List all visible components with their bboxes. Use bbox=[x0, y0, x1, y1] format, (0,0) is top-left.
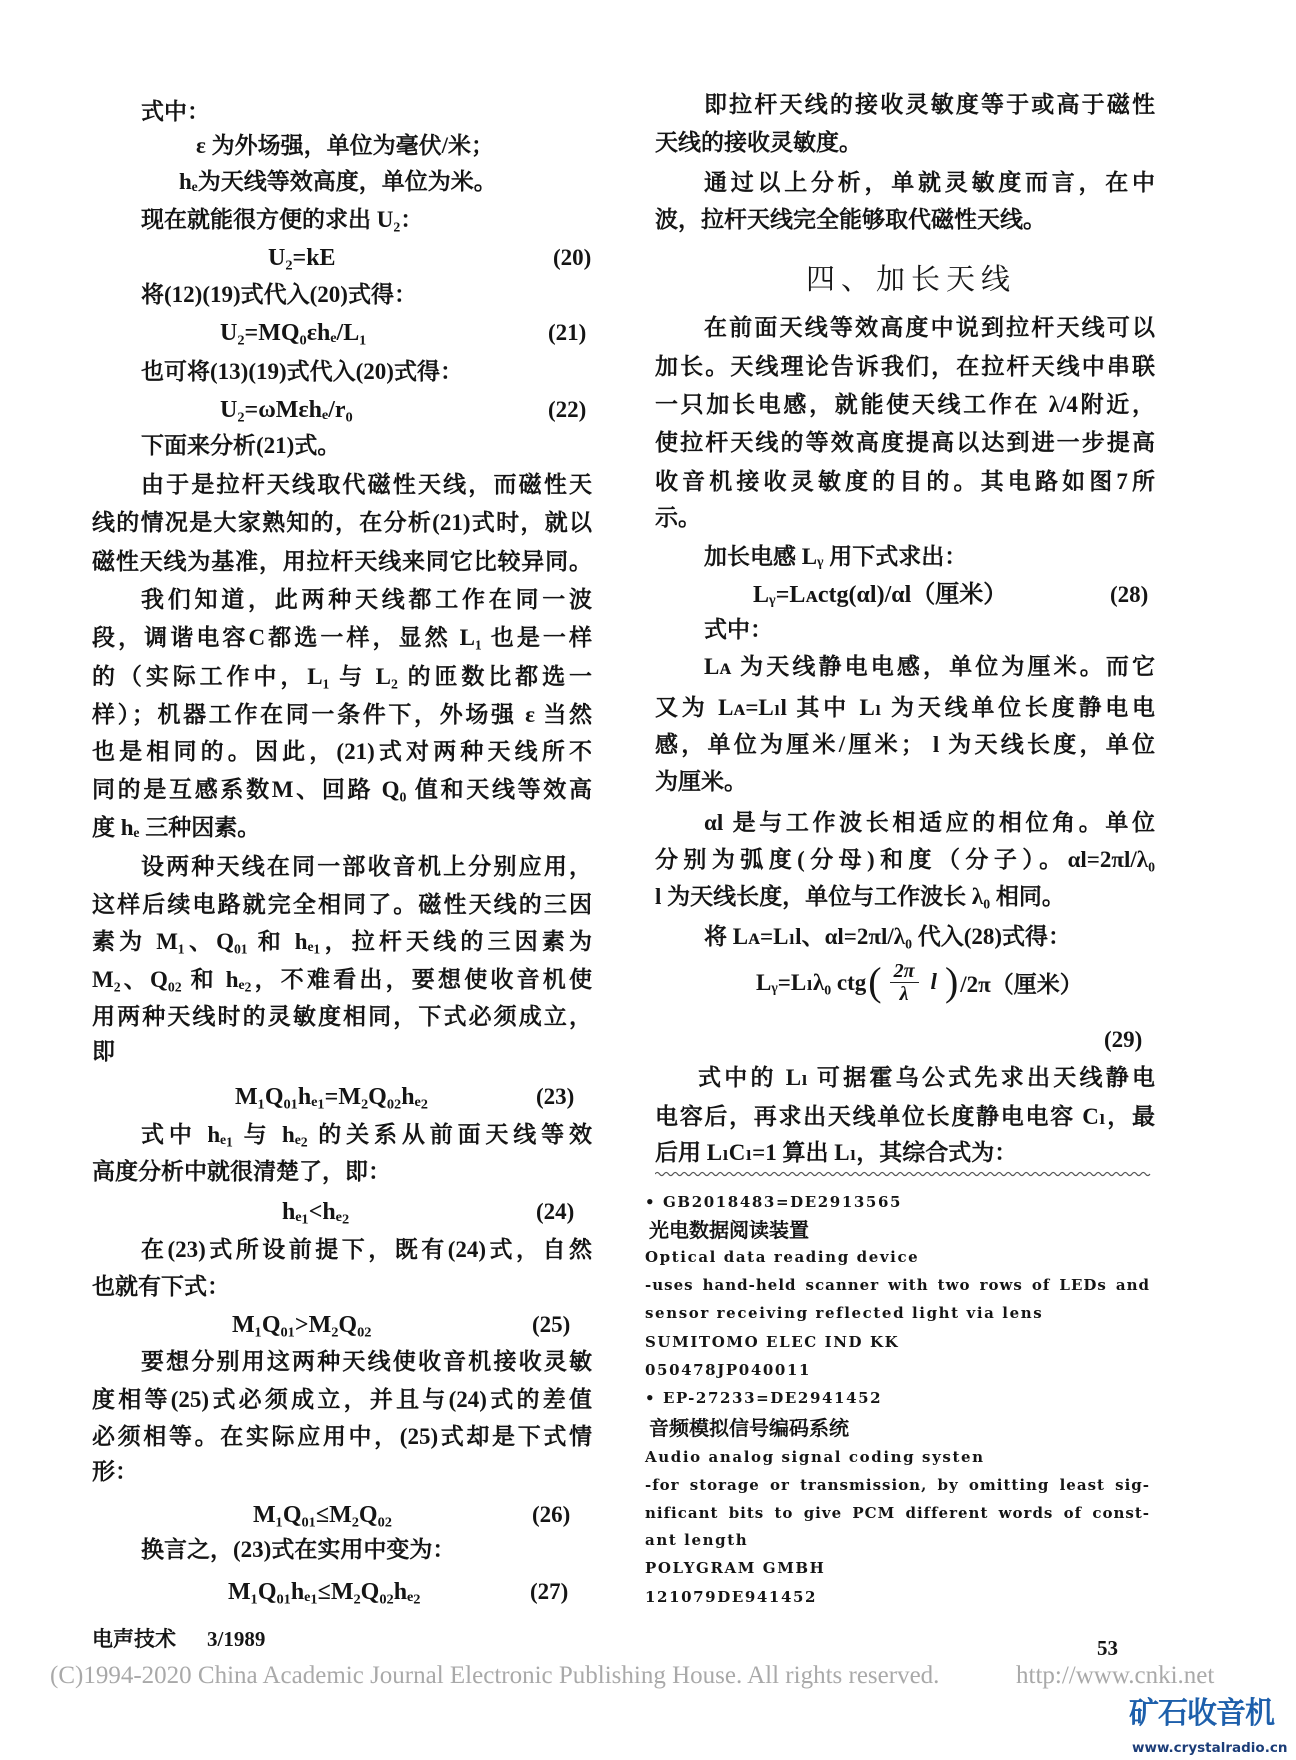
page-number: 53 bbox=[1097, 1636, 1118, 1660]
body-text-line: 高度分析中就很清楚了，即： bbox=[92, 1159, 391, 1184]
equation-number: (26) bbox=[532, 1502, 571, 1527]
copyright-notice: (C)1994-2020 China Academic Journal Electronic Publishing House. All rights reserved. bbox=[50, 1662, 940, 1689]
body-text-line: 度相等(25)式必须成立，并且与(24)式的差值 bbox=[92, 1387, 592, 1412]
body-text-line: 将(12)(19)式代入(20)式得： bbox=[141, 282, 417, 307]
paragraph-first-line: 换言之，(23)式在实用中变为： bbox=[141, 1537, 456, 1562]
body-text-line: 段，调谐电容C都选一样，显然 L₁ 也是一样 bbox=[92, 625, 592, 650]
equation-number: (24) bbox=[536, 1199, 575, 1224]
body-text-line: 磁性天线为基准，用拉杆天线来同它比较异同。 bbox=[92, 549, 592, 574]
open-paren: ( bbox=[868, 959, 882, 1004]
journal-issue: 3/1989 bbox=[207, 1627, 266, 1651]
paragraph-first-line: 加长电感 Lᵧ 用下式求出： bbox=[704, 544, 968, 569]
equation: U₂=MQ₀εhₑ/L₁ bbox=[220, 320, 367, 346]
equation: U₂=kE bbox=[268, 245, 336, 271]
body-text-line: 形： bbox=[92, 1459, 138, 1484]
body-text-line: 电容后，再求出天线单位长度静电电容 Cₗ，最 bbox=[655, 1104, 1155, 1129]
equation: Lᵧ=Lᴀctg(αl)/αl（厘米） bbox=[753, 582, 1008, 608]
body-text-line: 为厘米。 bbox=[655, 769, 747, 794]
body-text-line: 线的情况是大家熟知的，在分析(21)式时，就以 bbox=[92, 510, 592, 535]
equation: hₑ₁<hₑ₂ bbox=[282, 1199, 350, 1225]
equation: M₁Q₀₁hₑ₁=M₂Q₀₂hₑ₂ bbox=[235, 1084, 428, 1110]
wavy-divider bbox=[655, 1169, 1152, 1179]
definition-line: ε 为外场强，单位为毫伏/米； bbox=[196, 133, 494, 158]
body-text-line: 加长。天线理论告诉我们，在拉杆天线中串联 bbox=[655, 354, 1155, 379]
body-text-line: 素为 M₁、Q₀₁ 和 hₑ₁，拉杆天线的三因素为 bbox=[92, 929, 592, 954]
body-text-line: 同的是互感系数M、回路 Q₀ 值和天线等效高 bbox=[92, 777, 592, 802]
patent-priority: 121079DE941452 bbox=[645, 1588, 818, 1606]
paragraph-first-line: αl 是与工作波长相适应的相位角。单位 bbox=[704, 810, 1155, 835]
body-text-line: 式中： bbox=[704, 617, 773, 642]
watermark-site: www.crystalradio.cn bbox=[1132, 1740, 1288, 1756]
body-text-line: 用两种天线时的灵敏度相同，下式必须成立， bbox=[92, 1004, 592, 1029]
equation: M₁Q₀₁≤M₂Q₀₂ bbox=[253, 1502, 392, 1528]
body-text-line: 感，单位为厘米/厘米； l 为天线长度，单位 bbox=[655, 732, 1155, 757]
paragraph-first-line: 将 Lᴀ=Lₗl、αl=2πl/λ₀ 代入(28)式得： bbox=[704, 924, 1072, 949]
body-text-line: 也是相同的。因此，(21)式对两种天线所不 bbox=[92, 739, 592, 764]
patent-abstract-line: sensor receiving reflected light via lens bbox=[645, 1304, 1044, 1322]
paragraph-first-line: 要想分别用这两种天线使收音机接收灵敏 bbox=[141, 1349, 592, 1374]
body-text-line: 又为 Lᴀ=Lₗl 其中 Lₗ 为天线单位长度静电电 bbox=[655, 695, 1155, 720]
body-text-line: 使拉杆天线的等效高度提高以达到进一步提高 bbox=[655, 430, 1155, 455]
patent-applicant: SUMITOMO ELEC IND KK bbox=[645, 1333, 900, 1351]
equation-number: (23) bbox=[536, 1084, 575, 1109]
patent-applicant: POLYGRAM GMBH bbox=[645, 1559, 826, 1577]
body-text-line: 的（实际工作中，L₁ 与 L₂ 的匝数比都选一 bbox=[92, 664, 592, 689]
equation-variable: l bbox=[930, 969, 937, 994]
equation-number: (29) bbox=[1104, 1027, 1143, 1052]
body-text-line: 式中： bbox=[141, 99, 210, 124]
watermark-logo: 矿石收音机 bbox=[1129, 1697, 1289, 1731]
body-text-line: 必须相等。在实际应用中，(25)式却是下式情 bbox=[92, 1424, 592, 1449]
paragraph-first-line: 在前面天线等效高度中说到拉杆天线可以 bbox=[704, 315, 1155, 340]
body-text-line: 一只加长电感，就能使天线工作在 λ/4附近， bbox=[655, 392, 1155, 417]
paragraph-first-line: 式中 hₑ₁ 与 hₑ₂ 的关系从前面天线等效 bbox=[141, 1122, 592, 1147]
wavy-divider-path bbox=[655, 1172, 1150, 1175]
equation: M₁Q₀₁hₑ₁≤M₂Q₀₂hₑ₂ bbox=[228, 1579, 421, 1605]
fraction bbox=[890, 960, 919, 1005]
fraction-numerator: 2π bbox=[890, 960, 919, 983]
equation-number: (27) bbox=[530, 1579, 569, 1604]
body-text-line: 这样后续电路就完全相同了。磁性天线的三因 bbox=[92, 892, 592, 917]
patent-title-en: Optical data reading device bbox=[645, 1248, 920, 1266]
body-text-line: 样）；机器工作在同一条件下，外场强 ε 当然 bbox=[92, 702, 592, 727]
patent-number: • GB2018483=DE2913565 bbox=[645, 1193, 903, 1211]
patent-abstract-line: -uses hand-held scanner with two rows of LEDs and bbox=[645, 1276, 1150, 1294]
equation-number: (21) bbox=[548, 320, 587, 345]
body-text-line: 天线的接收灵敏度。 bbox=[655, 130, 862, 155]
body-text-line: 即 bbox=[92, 1039, 115, 1064]
body-text-line: 示。 bbox=[655, 505, 701, 530]
patent-number: • EP-27233=DE2941452 bbox=[645, 1389, 883, 1407]
body-text-line: 也就有下式： bbox=[92, 1274, 230, 1299]
body-text-line: 波，拉杆天线完全能够取代磁性天线。 bbox=[655, 207, 1046, 232]
paragraph-first-line: 即拉杆天线的接收灵敏度等于或高于磁性 bbox=[704, 92, 1155, 117]
paragraph-first-line: 通过以上分析，单就灵敏度而言，在中 bbox=[704, 170, 1155, 195]
body-text-line: M₂、Q₀₂ 和 hₑ₂，不难看出，要想使收音机使 bbox=[92, 967, 592, 992]
paragraph-first-line: 在(23)式所设前提下，既有(24)式，自然 bbox=[141, 1237, 592, 1262]
patent-title-en: Audio analog signal coding systen bbox=[645, 1448, 985, 1466]
body-text-line: 后用 LₗCₗ=1 算出 Lₗ，其综合式为： bbox=[655, 1140, 1018, 1165]
copyright-url: http://www.cnki.net bbox=[1016, 1662, 1215, 1689]
patent-abstract-line: -for storage or transmission, by omitting least sig- bbox=[645, 1476, 1150, 1494]
body-text-line: 也可将(13)(19)式代入(20)式得： bbox=[141, 359, 463, 384]
body-text-line: 收音机接收灵敏度的目的。其电路如图7所 bbox=[655, 469, 1155, 494]
equation-number: (25) bbox=[532, 1312, 571, 1337]
fraction-denominator: λ bbox=[899, 982, 909, 1005]
patent-title-cn: 音频模拟信号编码系统 bbox=[649, 1416, 849, 1440]
equation-number: (22) bbox=[548, 397, 587, 422]
patent-abstract-line: nificant bits to give PCM different words of const- bbox=[645, 1504, 1150, 1522]
close-paren: ) bbox=[944, 959, 959, 1004]
paragraph-first-line: 我们知道，此两种天线都工作在同一波 bbox=[141, 587, 592, 612]
journal-name: 电声技术 bbox=[92, 1627, 176, 1651]
equation-number: (28) bbox=[1110, 582, 1149, 607]
body-text-line: l 为天线长度，单位与工作波长 λ₀ 相同。 bbox=[655, 884, 1065, 909]
equation: U₂=ωMεhₑ/r₀ bbox=[220, 397, 353, 423]
paragraph-first-line: Lᴀ 为天线静电电感，单位为厘米。而它 bbox=[704, 654, 1155, 679]
patent-abstract-line: ant length bbox=[645, 1531, 749, 1549]
equation: M₁Q₀₁>M₂Q₀₂ bbox=[232, 1312, 372, 1338]
equation-lhs: Lᵧ=Lₗλ₀ ctg bbox=[756, 969, 867, 995]
paragraph-first-line: 由于是拉杆天线取代磁性天线，而磁性天 bbox=[141, 472, 592, 497]
section-heading: 四、加长天线 bbox=[806, 262, 1017, 296]
patent-priority: 050478JP040011 bbox=[645, 1361, 812, 1379]
body-text-line: 度 hₑ 三种因素。 bbox=[92, 815, 261, 840]
equation-tail: /2π（厘米） bbox=[960, 971, 1083, 997]
paragraph-first-line: 设两种天线在同一部收音机上分别应用， bbox=[141, 854, 592, 879]
body-text-line: 分别为弧度(分母)和度（分子）。αl=2πl/λ₀ bbox=[655, 847, 1155, 872]
equation-number: (20) bbox=[553, 245, 592, 270]
equation-29 bbox=[756, 958, 1083, 1006]
body-text-line: 下面来分析(21)式。 bbox=[141, 433, 341, 458]
patent-title-cn: 光电数据阅读装置 bbox=[649, 1218, 809, 1242]
body-text-line: 现在就能很方便的求出 U₂： bbox=[141, 207, 424, 232]
definition-line: hₑ为天线等效高度，单位为米。 bbox=[179, 169, 497, 194]
paragraph-first-line: 式中的 Lₗ 可据霍乌公式先求出天线静电 bbox=[698, 1065, 1155, 1090]
